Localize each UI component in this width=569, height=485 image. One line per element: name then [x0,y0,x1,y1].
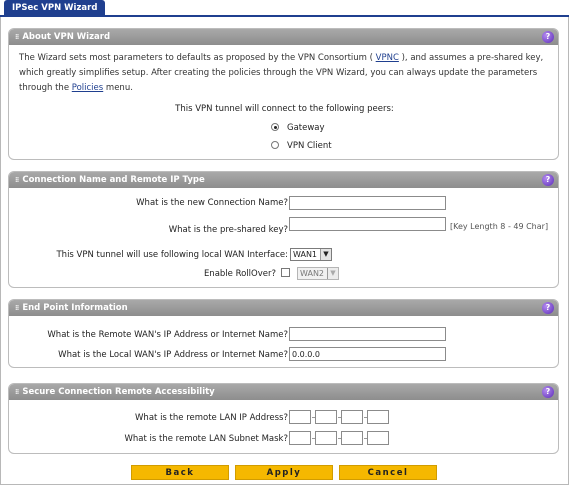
radio-vpn-client-label: VPN Client [287,141,332,151]
policies-link[interactable]: Policies [71,83,104,93]
help-icon[interactable]: ? [542,386,554,398]
tab-ipsec-vpn-wizard[interactable]: IPSec VPN Wizard [4,0,105,16]
lan-mask-octet-1[interactable] [289,431,311,445]
cancel-button[interactable]: Cancel [339,465,437,480]
about-section [8,28,559,160]
wan-interface-select[interactable]: WAN1 ▼ [290,248,332,261]
connection-name-input[interactable] [289,196,446,210]
help-icon[interactable]: ? [542,302,554,314]
local-wan-label: What is the Local WAN's IP Address or Internet Name? [58,350,288,360]
section-grip-icon: ⁞⁞ [15,388,19,396]
connection-section [8,171,559,288]
secure-header-title: Secure Connection Remote Accessibility [22,387,215,397]
local-wan-input[interactable] [289,347,446,361]
radio-gateway-label: Gateway [287,123,325,133]
connection-header-title: Connection Name and Remote IP Type [22,175,205,185]
key-length-note: [Key Length 8 - 49 Char] [450,222,549,231]
endpoint-header [9,300,558,316]
endpoint-header-title: End Point Information [22,303,128,313]
tab-bar [0,0,569,17]
remote-lan-ip-label: What is the remote LAN IP Address? [135,413,288,423]
lan-mask-octet-3[interactable] [341,431,363,445]
section-grip-icon: ⁞⁞ [15,176,19,184]
lan-ip-octet-2[interactable] [315,410,337,424]
section-grip-icon: ⁞⁞ [15,33,19,41]
rollover-checkbox[interactable] [281,268,290,277]
preshared-key-input[interactable] [289,217,446,231]
back-button[interactable]: Back [131,465,229,480]
secure-header [9,384,558,400]
apply-button[interactable]: Apply [235,465,333,480]
connection-header [9,172,558,188]
secure-section [8,383,559,454]
rollover-label: Enable RollOver? [203,269,276,279]
wan-interface-label: This VPN tunnel will use following local WAN Interface: [56,250,288,260]
radio-gateway-row[interactable] [271,122,325,134]
lan-ip-octet-4[interactable] [367,410,389,424]
radio-vpn-client[interactable] [271,141,279,149]
endpoint-section [8,299,559,368]
help-icon[interactable]: ? [542,174,554,186]
peers-prompt: This VPN tunnel will connect to the following peers: [175,104,394,114]
lan-mask-octet-2[interactable] [315,431,337,445]
preshared-key-label: What is the pre-shared key? [168,225,288,235]
section-grip-icon: ⁞⁞ [15,304,19,312]
chevron-down-icon: ▼ [320,249,331,260]
about-description: The Wizard sets most parameters to defaults as proposed by the VPN Consortium ( VPNC ), and assumes a pre-shared key, which greatly simplifies setup. After creating the policies through the VPN Wizard, you can always update the parameters through the Policies menu. [19,53,544,93]
rollover-wan-select: WAN2 ▼ [297,267,339,280]
lan-mask-octet-4[interactable] [367,431,389,445]
radio-vpn-client-row[interactable] [271,140,332,152]
lan-ip-octet-3[interactable] [341,410,363,424]
vpnc-link[interactable]: VPNC [375,53,399,63]
connection-name-label: What is the new Connection Name? [136,198,288,208]
help-icon[interactable]: ? [542,31,554,43]
chevron-down-icon: ▼ [327,268,338,279]
lan-ip-octet-1[interactable] [289,410,311,424]
remote-wan-input[interactable] [289,327,446,341]
radio-gateway[interactable] [271,123,279,131]
remote-lan-mask-label: What is the remote LAN Subnet Mask? [124,434,288,444]
about-header [9,29,558,45]
remote-wan-label: What is the Remote WAN's IP Address or Internet Name? [47,330,288,340]
about-header-title: About VPN Wizard [22,32,111,42]
